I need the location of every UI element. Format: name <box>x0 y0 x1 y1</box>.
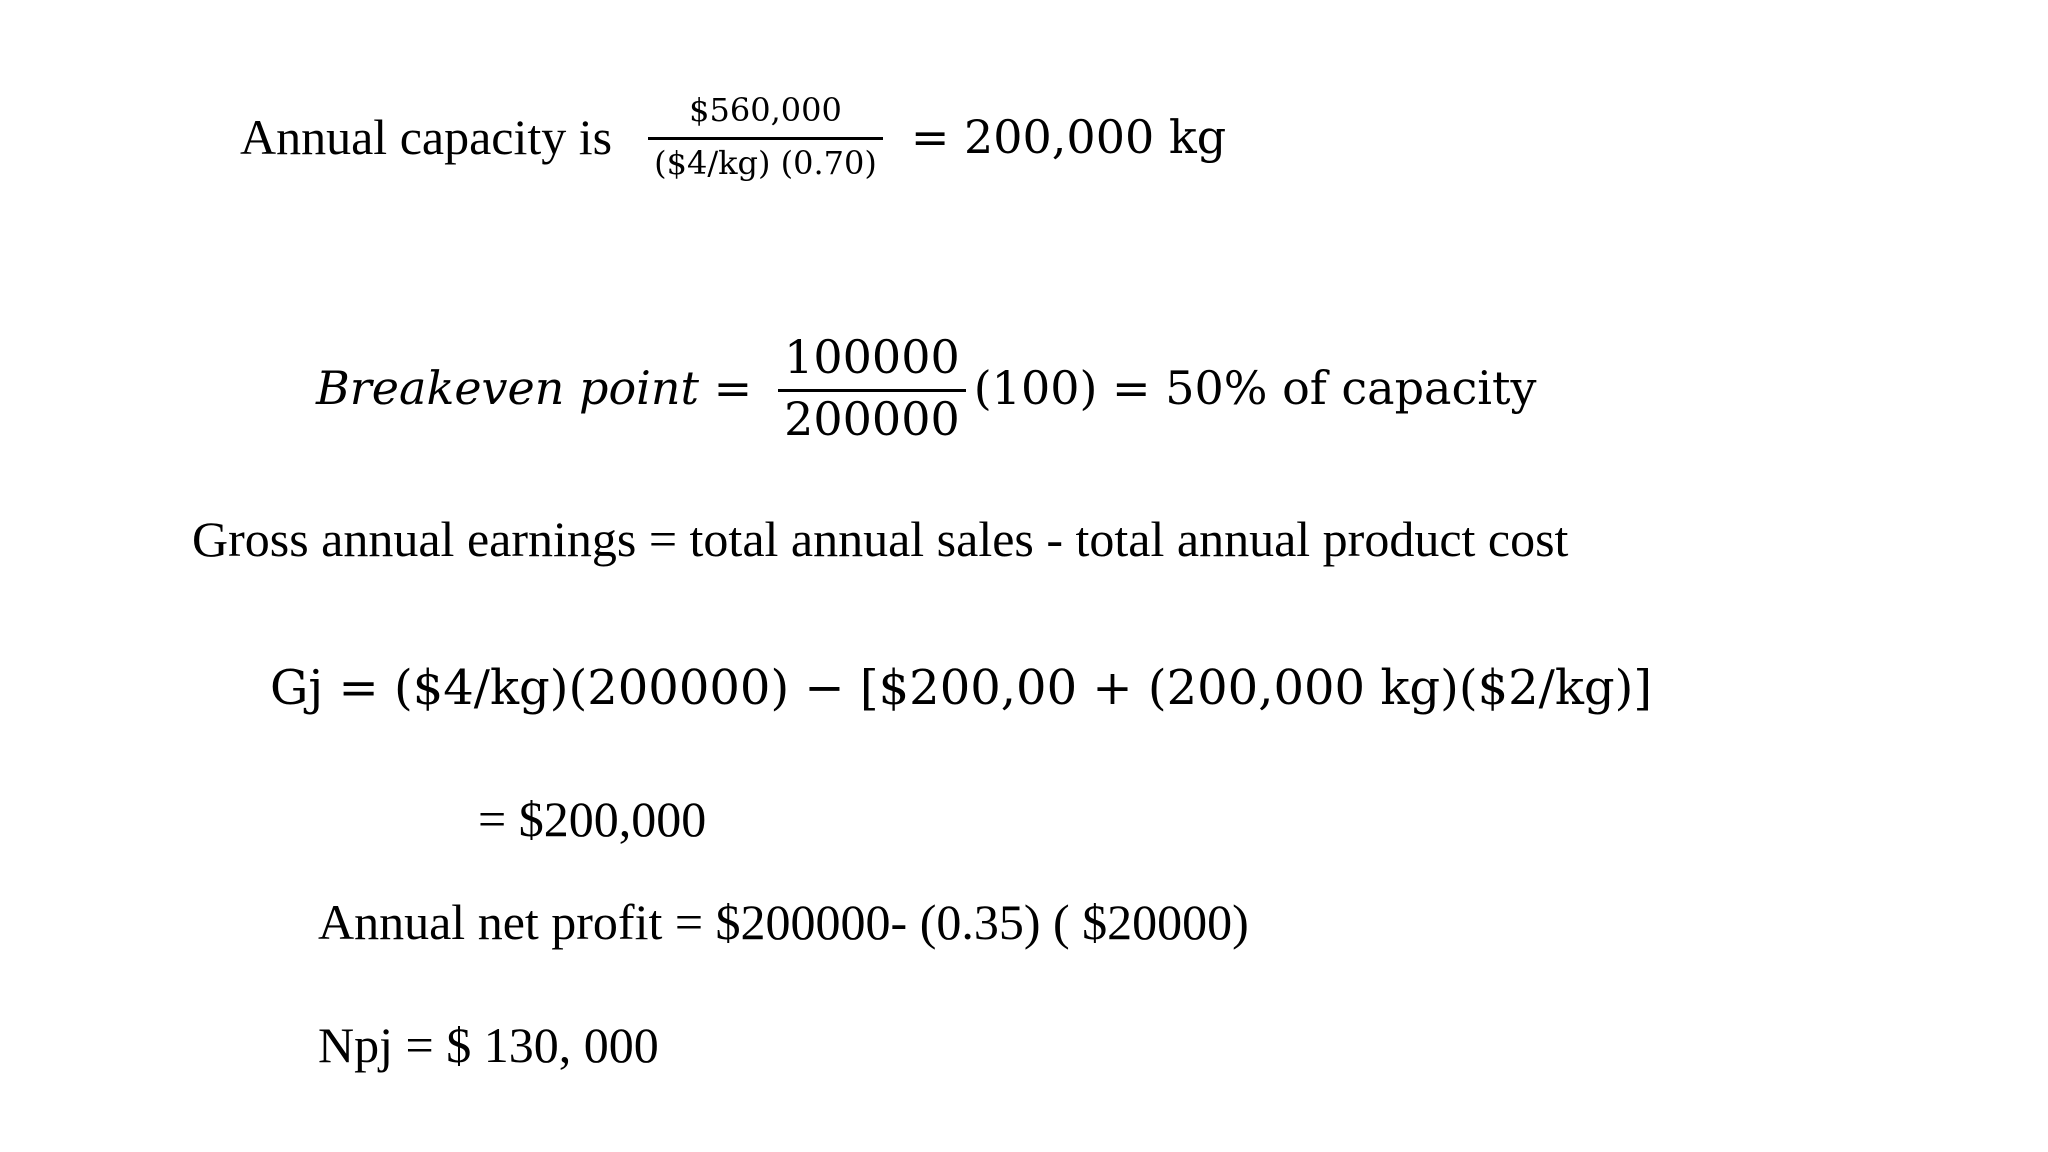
breakeven-numerator: 100000 <box>784 329 960 384</box>
npj-result: Npj = $ 130, 000 <box>318 1017 659 1073</box>
breakeven-label: Breakeven point = <box>316 361 753 415</box>
breakeven-equation <box>316 318 1536 458</box>
gj-result: = $200,000 <box>478 791 707 847</box>
gj-equation: Gj = ($4/kg)(200000) − [$200,00 + (200,000 kg)($2/kg)] <box>270 660 1653 716</box>
capacity-result: = 200,000 kg <box>910 110 1227 164</box>
breakeven-denominator: 200000 <box>784 391 960 446</box>
annual-capacity-label: Annual capacity is <box>240 109 613 165</box>
breakeven-result: (100) = 50% of capacity <box>973 361 1537 415</box>
gross-earnings-definition: Gross annual earnings = total annual sales - total annual product cost <box>192 511 1569 567</box>
capacity-denominator: ($4/kg) (0.70) <box>654 143 877 182</box>
annual-capacity-equation <box>240 82 1226 192</box>
capacity-numerator: $560,000 <box>689 91 842 130</box>
breakeven-fraction <box>778 329 966 446</box>
capacity-fraction <box>648 93 883 180</box>
annual-net-profit-equation: Annual net profit = $200000- (0.35) ( $20000) <box>318 894 1249 950</box>
fraction-bar <box>648 137 883 140</box>
